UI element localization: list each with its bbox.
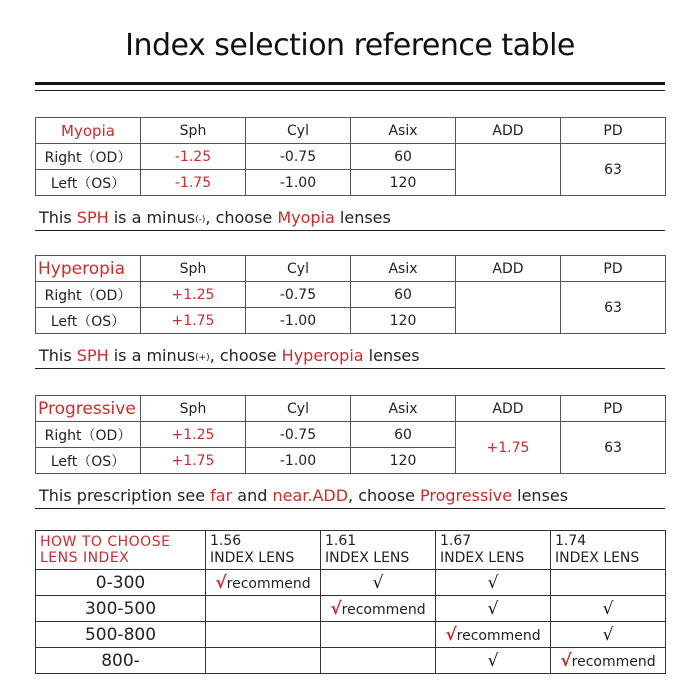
cyl-value: -0.75 xyxy=(246,422,351,448)
header-axis: Asix xyxy=(351,256,456,282)
header-pd: PD xyxy=(561,256,666,282)
section-name: Myopia xyxy=(36,118,141,144)
sph-value: +1.75 xyxy=(141,448,246,474)
sph-value: +1.75 xyxy=(141,308,246,334)
row-label-left: Left（OS） xyxy=(36,170,141,196)
page-title: Index selection reference table xyxy=(125,28,575,63)
cyl-value: -0.75 xyxy=(246,282,351,308)
lens-index-table xyxy=(35,530,666,674)
lens-cell xyxy=(436,622,551,648)
check-icon: √ xyxy=(487,650,499,671)
lens-cell xyxy=(551,622,666,648)
note-underline xyxy=(35,368,665,369)
header-sph: Sph xyxy=(141,396,246,422)
range-label: 0-300 xyxy=(36,570,206,596)
recommend-check-icon: √ xyxy=(215,572,227,593)
section-name: Hyperopia xyxy=(36,256,141,282)
row-label-left: Left（OS） xyxy=(36,308,141,334)
title-divider-thin xyxy=(35,90,665,91)
header-sph: Sph xyxy=(141,118,246,144)
lens-cell xyxy=(436,648,551,674)
axis-value: 120 xyxy=(351,308,456,334)
recommend-check-icon: √ xyxy=(560,650,572,671)
row-label-left: Left（OS） xyxy=(36,448,141,474)
how-to-choose-header: HOW TO CHOOSE LENS INDEX xyxy=(36,531,206,570)
lens-header-1-74: 1.74 INDEX LENS xyxy=(551,531,666,570)
check-icon: √ xyxy=(487,598,499,619)
header-axis: Asix xyxy=(351,396,456,422)
row-label-right: Right（OD） xyxy=(36,422,141,448)
pd-value: 63 xyxy=(561,144,666,196)
range-label: 500-800 xyxy=(36,622,206,648)
header-pd: PD xyxy=(561,118,666,144)
header-add: ADD xyxy=(456,256,561,282)
recommend-label: recommend xyxy=(456,627,541,644)
lens-cell xyxy=(321,622,436,648)
lens-cell xyxy=(321,648,436,674)
section-name: Progressive xyxy=(36,396,141,422)
table-row xyxy=(36,648,666,674)
recommend-label: recommend xyxy=(341,601,426,618)
myopia-table xyxy=(35,117,666,196)
lens-cell xyxy=(206,596,321,622)
add-value xyxy=(456,144,561,196)
progressive-table xyxy=(35,395,666,474)
axis-value: 60 xyxy=(351,422,456,448)
lens-cell xyxy=(206,622,321,648)
recommend-check-icon: √ xyxy=(445,624,457,645)
lens-header-1-56: 1.56 INDEX LENS xyxy=(206,531,321,570)
lens-cell xyxy=(551,648,666,674)
header-sph: Sph xyxy=(141,256,246,282)
header-pd: PD xyxy=(561,396,666,422)
range-label: 300-500 xyxy=(36,596,206,622)
lens-cell xyxy=(206,570,321,596)
range-label: 800- xyxy=(36,648,206,674)
lens-cell xyxy=(551,570,666,596)
header-cyl: Cyl xyxy=(246,256,351,282)
axis-value: 60 xyxy=(351,282,456,308)
lens-cell xyxy=(436,570,551,596)
add-value xyxy=(456,282,561,334)
cyl-value: -1.00 xyxy=(246,448,351,474)
add-value: +1.75 xyxy=(456,422,561,474)
note-underline xyxy=(35,230,665,231)
sph-value: +1.25 xyxy=(141,422,246,448)
recommend-label: recommend xyxy=(571,653,656,670)
sph-value: -1.75 xyxy=(141,170,246,196)
check-icon: √ xyxy=(372,572,384,593)
note-underline xyxy=(35,508,665,509)
cyl-value: -1.00 xyxy=(246,170,351,196)
cyl-value: -0.75 xyxy=(246,144,351,170)
table-row xyxy=(36,596,666,622)
header-cyl: Cyl xyxy=(246,118,351,144)
lens-cell xyxy=(436,596,551,622)
check-icon: √ xyxy=(602,598,614,619)
lens-cell xyxy=(206,648,321,674)
row-label-right: Right（OD） xyxy=(36,282,141,308)
cyl-value: -1.00 xyxy=(246,308,351,334)
recommend-check-icon: √ xyxy=(330,598,342,619)
progressive-note: This prescription see far and near.ADD, choose Progressive lenses xyxy=(39,486,569,505)
hyperopia-note: This SPH is a minus(+), choose Hyperopia lenses xyxy=(39,346,420,365)
lens-cell xyxy=(551,596,666,622)
check-icon: √ xyxy=(602,624,614,645)
check-icon: √ xyxy=(487,572,499,593)
header-add: ADD xyxy=(456,396,561,422)
row-label-right: Right（OD） xyxy=(36,144,141,170)
axis-value: 120 xyxy=(351,170,456,196)
header-axis: Asix xyxy=(351,118,456,144)
axis-value: 60 xyxy=(351,144,456,170)
lens-header-1-61: 1.61 INDEX LENS xyxy=(321,531,436,570)
pd-value: 63 xyxy=(561,422,666,474)
table-row xyxy=(36,570,666,596)
sph-value: -1.25 xyxy=(141,144,246,170)
header-cyl: Cyl xyxy=(246,396,351,422)
hyperopia-table xyxy=(35,255,666,334)
lens-header-1-67: 1.67 INDEX LENS xyxy=(436,531,551,570)
table-row xyxy=(36,622,666,648)
sph-value: +1.25 xyxy=(141,282,246,308)
lens-cell xyxy=(321,596,436,622)
myopia-note: This SPH is a minus(-), choose Myopia lenses xyxy=(39,208,391,227)
axis-value: 120 xyxy=(351,448,456,474)
recommend-label: recommend xyxy=(226,575,311,592)
header-add: ADD xyxy=(456,118,561,144)
title-divider xyxy=(35,82,665,85)
lens-cell xyxy=(321,570,436,596)
pd-value: 63 xyxy=(561,282,666,334)
